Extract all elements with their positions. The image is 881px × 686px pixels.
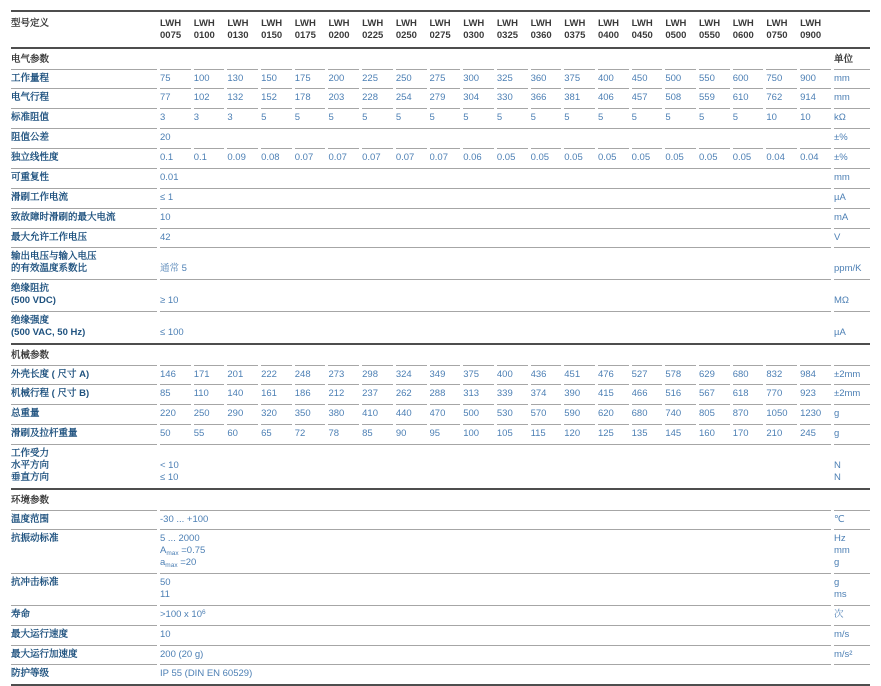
value-cell: 0.09	[227, 148, 258, 168]
value-cell: 5	[261, 108, 292, 128]
value-cell: 237	[362, 384, 393, 404]
value-cell: 275	[430, 69, 461, 89]
value-cell: 250	[396, 69, 427, 89]
value-cell: 200	[328, 69, 359, 89]
unit-cell: mA	[834, 208, 870, 228]
value-cell: 440	[396, 404, 427, 424]
value-cell: 130	[227, 69, 258, 89]
unit-cell: Hz mm g	[834, 529, 870, 573]
value-cell: 0.07	[328, 148, 359, 168]
value-cell: 618	[733, 384, 764, 404]
spec-row	[11, 168, 870, 188]
unit-cell: µA	[834, 311, 870, 343]
section-row	[11, 346, 870, 365]
value-cell: 186	[295, 384, 326, 404]
value-cell: 375	[564, 69, 595, 89]
value-cell: 5	[328, 108, 359, 128]
value-cell: 0.07	[295, 148, 326, 168]
model-header-cell: LWH 0550	[699, 18, 721, 42]
value-cell: 5	[497, 108, 528, 128]
model-header-cell: LWH 0375	[564, 18, 586, 42]
value-cell: 578	[665, 365, 696, 385]
value-cell: 100	[194, 69, 225, 89]
value-cell: 550	[699, 69, 730, 89]
value-cell: 10	[160, 208, 831, 228]
unit-cell: mm	[834, 88, 870, 108]
value-cell: 805	[699, 404, 730, 424]
model-header-cell: LWH 0325	[496, 18, 519, 42]
row-label: 工作受力 水平方向 垂直方向	[11, 444, 157, 488]
value-cell: 5	[362, 108, 393, 128]
value-cell: 0.08	[261, 148, 292, 168]
row-label: 外壳长度 ( 尺寸 A)	[11, 365, 157, 385]
value-cell: 610	[733, 88, 764, 108]
row-label: 温度范围	[11, 510, 157, 530]
unit-cell: 次	[834, 605, 870, 625]
value-cell: 360	[531, 69, 562, 89]
unit-cell: ±%	[834, 148, 870, 168]
value-cell: 0.04	[800, 148, 831, 168]
value-cell: 5	[632, 108, 663, 128]
unit-cell: mm	[834, 168, 870, 188]
spec-row	[11, 573, 870, 605]
value-cell: 770	[766, 384, 797, 404]
unit-cell: g ms	[834, 573, 870, 605]
row-label: 绝缘阻抗 (500 VDC)	[11, 279, 157, 311]
value-cell: 984	[800, 365, 831, 385]
value-cell: 1050	[766, 404, 797, 424]
value-cell: 75	[160, 69, 191, 89]
spec-row	[11, 88, 870, 108]
value-cell: 200 (20 g)	[160, 645, 831, 665]
value-cell: 451	[564, 365, 595, 385]
row-label: 标准阻值	[11, 108, 157, 128]
section-title: 环境参数	[11, 494, 50, 506]
model-header-cell: LWH 0450	[631, 18, 653, 42]
model-definition-label: 型号定义	[11, 18, 50, 29]
row-label: 抗冲击标准	[11, 573, 157, 605]
value-cell: 508	[665, 88, 696, 108]
model-header-cell: LWH 0075	[160, 18, 182, 42]
value-cell: 3	[160, 108, 191, 128]
value-cell: 298	[362, 365, 393, 385]
value-cell: 72	[295, 424, 326, 444]
row-label: 最大运行速度	[11, 625, 157, 645]
value-cell: 5	[699, 108, 730, 128]
row-label: 最大运行加速度	[11, 645, 157, 665]
row-label: 工作量程	[11, 69, 157, 89]
value-cell: 175	[295, 69, 326, 89]
value-cell: 567	[699, 384, 730, 404]
unit-cell: g	[834, 424, 870, 444]
value-cell: 476	[598, 365, 629, 385]
value-cell: 0.05	[564, 148, 595, 168]
spec-row	[11, 148, 870, 168]
value-cell: 470	[430, 404, 461, 424]
value-cell: 320	[261, 404, 292, 424]
spec-table	[8, 10, 873, 686]
value-cell: 457	[632, 88, 663, 108]
value-cell: 150	[261, 69, 292, 89]
value-cell: 750	[766, 69, 797, 89]
value-cell: 530	[497, 404, 528, 424]
value-cell: 914	[800, 88, 831, 108]
value-cell: 10	[800, 108, 831, 128]
model-header-cell: LWH 0300	[463, 18, 485, 42]
unit-cell: µA	[834, 188, 870, 208]
value-cell: 95	[430, 424, 461, 444]
section-row	[11, 50, 870, 69]
unit-cell: ±%	[834, 128, 870, 148]
value-cell: 559	[699, 88, 730, 108]
value-cell: 146	[160, 365, 191, 385]
unit-column-header: 单位	[834, 53, 854, 65]
unit-cell: kΩ	[834, 108, 870, 128]
value-cell: 349	[430, 365, 461, 385]
value-cell: 0.07	[396, 148, 427, 168]
value-cell: 65	[261, 424, 292, 444]
value-cell: 5	[463, 108, 494, 128]
value-cell: 290	[227, 404, 258, 424]
unit-cell: ppm/K	[834, 247, 870, 279]
spec-row	[11, 645, 870, 665]
value-cell: 0.04	[766, 148, 797, 168]
spec-row	[11, 188, 870, 208]
value-cell: 3	[227, 108, 258, 128]
section-row	[11, 491, 870, 510]
value-cell: 102	[194, 88, 225, 108]
section-title: 机械参数	[11, 349, 50, 361]
value-cell: 870	[733, 404, 764, 424]
row-label: 致故障时滑刷的最大电流	[11, 208, 157, 228]
row-label: 滑刷工作电流	[11, 188, 157, 208]
value-cell: 60	[227, 424, 258, 444]
value-cell: 85	[362, 424, 393, 444]
value-cell: 201	[227, 365, 258, 385]
value-cell: 115	[531, 424, 562, 444]
value-cell: 400	[497, 365, 528, 385]
value-cell: 620	[598, 404, 629, 424]
model-header-cell: LWH 0150	[261, 18, 283, 42]
row-label: 防护等级	[11, 664, 157, 684]
value-cell: ≤ 1	[160, 188, 831, 208]
row-label: 抗振动标准	[11, 529, 157, 573]
model-header-cell: LWH 0130	[227, 18, 249, 42]
value-cell: 415	[598, 384, 629, 404]
value-cell: 450	[632, 69, 663, 89]
value-cell: ≥ 10	[160, 279, 831, 311]
row-label: 滑刷及拉杆重量	[11, 424, 157, 444]
value-cell: 55	[194, 424, 225, 444]
value-cell: 366	[531, 88, 562, 108]
section-title: 电气参数	[11, 53, 50, 65]
value-cell: 436	[531, 365, 562, 385]
spec-table-body	[11, 10, 870, 686]
value-cell: 161	[261, 384, 292, 404]
spec-row	[11, 625, 870, 645]
value-cell: 570	[531, 404, 562, 424]
value-cell: 410	[362, 404, 393, 424]
model-header-cell: LWH 0200	[328, 18, 350, 42]
unit-cell: mm	[834, 69, 870, 89]
model-header-cell: LWH 0275	[429, 18, 451, 42]
model-header-cell: LWH 0225	[362, 18, 384, 42]
value-cell: 160	[699, 424, 730, 444]
model-header-cell: LWH 0360	[530, 18, 552, 42]
value-cell: 680	[733, 365, 764, 385]
unit-cell	[834, 664, 870, 684]
value-cell: 5	[733, 108, 764, 128]
value-cell: 339	[497, 384, 528, 404]
value-cell: 500	[665, 69, 696, 89]
model-header-cell: LWH 0400	[597, 18, 620, 42]
value-cell: 10	[160, 625, 831, 645]
unit-cell: ±2mm	[834, 384, 870, 404]
value-cell: 90	[396, 424, 427, 444]
value-cell: 0.05	[665, 148, 696, 168]
value-cell: 212	[328, 384, 359, 404]
value-cell: 600	[733, 69, 764, 89]
model-header-cell: LWH 0500	[665, 18, 687, 42]
value-cell: 228	[362, 88, 393, 108]
value-cell: 0.07	[430, 148, 461, 168]
value-cell: 5	[564, 108, 595, 128]
value-cell: 85	[160, 384, 191, 404]
value-cell: 740	[665, 404, 696, 424]
model-header-cell: LWH 0175	[294, 18, 316, 42]
model-header-cell: LWH 0600	[732, 18, 754, 42]
row-label: 可重复性	[11, 168, 157, 188]
value-cell: 132	[227, 88, 258, 108]
value-cell: 0.05	[531, 148, 562, 168]
value-cell: 5	[295, 108, 326, 128]
value-cell: 245	[800, 424, 831, 444]
value-cell: 380	[328, 404, 359, 424]
spec-row	[11, 311, 870, 343]
row-label: 绝缘强度 (500 VAC, 50 Hz)	[11, 311, 157, 343]
value-cell: 5	[598, 108, 629, 128]
value-cell: 923	[800, 384, 831, 404]
model-header-cell: LWH 0100	[193, 18, 215, 42]
value-cell: -30 ... +100	[160, 510, 831, 530]
value-cell: 210	[766, 424, 797, 444]
value-cell: 125	[598, 424, 629, 444]
value-cell: 250	[194, 404, 225, 424]
row-label: 独立线性度	[11, 148, 157, 168]
value-cell: 680	[632, 404, 663, 424]
value-cell: 145	[665, 424, 696, 444]
spec-row	[11, 510, 870, 530]
unit-cell: ±2mm	[834, 365, 870, 385]
value-cell: 304	[463, 88, 494, 108]
row-label: 最大允许工作电压	[11, 228, 157, 248]
value-cell: 900	[800, 69, 831, 89]
value-cell: 5	[531, 108, 562, 128]
value-cell: 5	[665, 108, 696, 128]
value-cell: 78	[328, 424, 359, 444]
value-cell: 100	[463, 424, 494, 444]
value-cell: 135	[632, 424, 663, 444]
unit-cell: MΩ	[834, 279, 870, 311]
value-cell: 178	[295, 88, 326, 108]
value-cell: 262	[396, 384, 427, 404]
unit-column-header	[834, 491, 870, 510]
value-cell: 0.05	[497, 148, 528, 168]
unit-cell: m/s²	[834, 645, 870, 665]
value-cell: 279	[430, 88, 461, 108]
value-cell: 516	[665, 384, 696, 404]
row-label: 电气行程	[11, 88, 157, 108]
value-cell: 0.05	[598, 148, 629, 168]
value-cell: 0.05	[699, 148, 730, 168]
value-cell: 220	[160, 404, 191, 424]
row-label: 寿命	[11, 605, 157, 625]
value-cell: 120	[564, 424, 595, 444]
value-cell: 248	[295, 365, 326, 385]
value-cell: 50	[160, 424, 191, 444]
value-cell: 629	[699, 365, 730, 385]
value-cell: 0.1	[160, 148, 191, 168]
value-cell: 325	[497, 69, 528, 89]
value-cell: 466	[632, 384, 663, 404]
model-header-cell: LWH 0250	[395, 18, 417, 42]
value-cell: 406	[598, 88, 629, 108]
value-cell: 222	[261, 365, 292, 385]
value-cell: 374	[531, 384, 562, 404]
spec-row	[11, 384, 870, 404]
value-cell: 500	[463, 404, 494, 424]
value-cell: 375	[463, 365, 494, 385]
value-cell: 254	[396, 88, 427, 108]
value-cell: 0.01	[160, 168, 831, 188]
spec-row	[11, 279, 870, 311]
value-cell: 20	[160, 128, 831, 148]
value-cell: IP 55 (DIN EN 60529)	[160, 664, 831, 684]
value-cell: 3	[194, 108, 225, 128]
spec-row	[11, 404, 870, 424]
unit-cell: m/s	[834, 625, 870, 645]
value-cell: 330	[497, 88, 528, 108]
value-cell: 0.07	[362, 148, 393, 168]
row-label: 阻值公差	[11, 128, 157, 148]
value-cell: 390	[564, 384, 595, 404]
value-cell: ≤ 100	[160, 311, 831, 343]
value-cell: 42	[160, 228, 831, 248]
value-cell: 273	[328, 365, 359, 385]
value-cell: 762	[766, 88, 797, 108]
row-label: 机械行程 ( 尺寸 B)	[11, 384, 157, 404]
spec-row	[11, 605, 870, 625]
value-cell: 0.05	[733, 148, 764, 168]
model-row	[11, 13, 870, 47]
spec-row	[11, 664, 870, 684]
row-label: 总重量	[11, 404, 157, 424]
value-cell: 0.06	[463, 148, 494, 168]
value-cell: 350	[295, 404, 326, 424]
value-cell: 10	[766, 108, 797, 128]
value-cell: 5	[396, 108, 427, 128]
value-cell: 832	[766, 365, 797, 385]
value-cell: 105	[497, 424, 528, 444]
value-cell: 110	[194, 384, 225, 404]
value-cell: 0.1	[194, 148, 225, 168]
value-cell: 5	[430, 108, 461, 128]
unit-cell: g	[834, 404, 870, 424]
value-cell: 225	[362, 69, 393, 89]
value-cell: 288	[430, 384, 461, 404]
value-cell: 381	[564, 88, 595, 108]
value-cell: 77	[160, 88, 191, 108]
value-cell: 1230	[800, 404, 831, 424]
spec-row	[11, 444, 870, 488]
value-cell: 300	[463, 69, 494, 89]
value-cell: 590	[564, 404, 595, 424]
value-cell: 140	[227, 384, 258, 404]
spec-row	[11, 228, 870, 248]
value-cell: 5 ... 2000 $A_{max} =0.75$ $a_{max} =20$	[160, 529, 831, 573]
spec-row	[11, 247, 870, 279]
value-cell: 171	[194, 365, 225, 385]
value-cell: 400	[598, 69, 629, 89]
unit-column-header	[834, 346, 870, 365]
unit-cell: N N	[834, 444, 870, 488]
spec-row	[11, 424, 870, 444]
value-cell: 0.05	[632, 148, 663, 168]
value-cell: 324	[396, 365, 427, 385]
value-cell: 通常 5	[160, 247, 831, 279]
spec-row	[11, 529, 870, 573]
spec-row	[11, 128, 870, 148]
value-cell: >100 x $10^6$	[160, 605, 831, 625]
spec-row	[11, 365, 870, 385]
value-cell: 50 11	[160, 573, 831, 605]
model-header-cell: LWH 0750	[766, 18, 788, 42]
spec-row	[11, 69, 870, 89]
value-cell: 170	[733, 424, 764, 444]
value-cell: 313	[463, 384, 494, 404]
unit-cell: V	[834, 228, 870, 248]
spec-row	[11, 208, 870, 228]
spec-row	[11, 108, 870, 128]
unit-cell: ℃	[834, 510, 870, 530]
value-cell: < 10 ≤ 10	[160, 444, 831, 488]
value-cell: 527	[632, 365, 663, 385]
unit-header-spacer	[834, 13, 870, 47]
model-header-cell: LWH 0900	[800, 18, 822, 42]
value-cell: 203	[328, 88, 359, 108]
value-cell: 152	[261, 88, 292, 108]
row-label: 输出电压与输入电压 的有效温度系数比	[11, 247, 157, 279]
